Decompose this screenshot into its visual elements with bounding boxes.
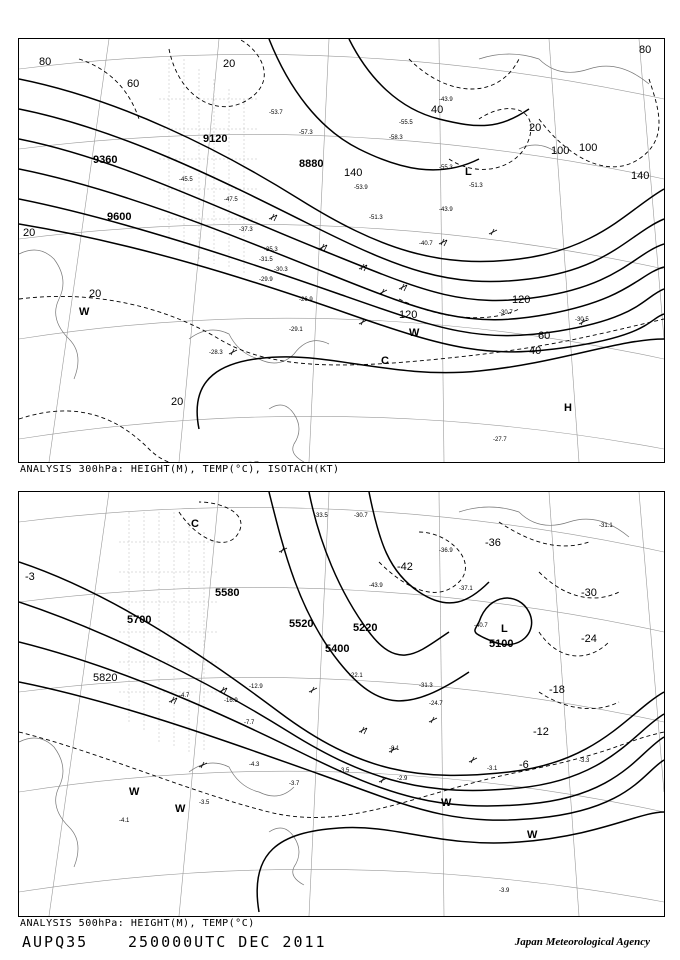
height-label: 5580 bbox=[215, 587, 240, 599]
warm-center: W bbox=[527, 829, 538, 841]
temp-label: -3.1 bbox=[487, 766, 498, 772]
low-center: L bbox=[465, 166, 472, 178]
isotach-label: 140 bbox=[631, 170, 650, 182]
isotach-label: 120 bbox=[399, 309, 418, 321]
isotach-label: 80 bbox=[639, 44, 652, 56]
temp-label: -4.7 bbox=[179, 693, 190, 699]
temp-label: -2.9 bbox=[397, 776, 408, 782]
graticule bbox=[19, 492, 664, 916]
caption-300hpa: ANALYSIS 300hPa: HEIGHT(M), TEMP(°C), ISOTACH(KT) bbox=[20, 464, 340, 475]
temp-label: -3.9 bbox=[499, 888, 510, 894]
caption-500hpa: ANALYSIS 500hPa: HEIGHT(M), TEMP(°C) bbox=[20, 918, 255, 929]
coastline bbox=[19, 507, 629, 885]
temp-label: -3.5 bbox=[339, 768, 350, 774]
map-panel-500hpa bbox=[18, 491, 665, 917]
temp-label: -31.1 bbox=[599, 523, 613, 529]
isotach-label: 20 bbox=[529, 122, 542, 134]
temp-label: -31.5 bbox=[259, 257, 273, 263]
height-contours bbox=[19, 492, 664, 912]
graticule bbox=[19, 39, 664, 462]
temp-label: -3.3 bbox=[579, 758, 590, 764]
isotach-label: 80 bbox=[39, 56, 52, 68]
temp-label: -51.3 bbox=[469, 183, 483, 189]
temp-label: -3.5 bbox=[199, 800, 210, 806]
low-center: L bbox=[501, 623, 508, 635]
temp-label: -58.3 bbox=[389, 135, 403, 141]
temp-label: -4.1 bbox=[119, 818, 130, 824]
height-label: 5700 bbox=[127, 614, 152, 626]
warm-center: W bbox=[129, 786, 140, 798]
temp-contour-label: -24 bbox=[581, 633, 597, 645]
temp-label: -30.5 bbox=[575, 317, 589, 323]
temp-label: -3.7 bbox=[289, 781, 300, 787]
height-label: 5220 bbox=[353, 622, 378, 634]
isotach-label: 120 bbox=[512, 294, 531, 306]
warm-center: W bbox=[79, 306, 90, 318]
temp-contour-label: -36 bbox=[485, 537, 501, 549]
temp-contour-label: -42 bbox=[397, 561, 413, 573]
warm-center: W bbox=[409, 327, 420, 339]
temp-contour-label: -18 bbox=[549, 684, 565, 696]
map-300hpa-svg bbox=[19, 39, 664, 462]
isotach-label: 20 bbox=[171, 396, 184, 408]
map-panel-300hpa bbox=[18, 38, 665, 463]
height-label: 9600 bbox=[107, 211, 132, 223]
isotach-label: 100 bbox=[551, 145, 570, 157]
temp-label: -47.5 bbox=[224, 197, 238, 203]
temp-label: -33.5 bbox=[314, 513, 328, 519]
temp-label: -40.7 bbox=[419, 241, 433, 247]
wind-barbs bbox=[169, 547, 477, 783]
warm-center: W bbox=[175, 803, 186, 815]
height-label: 8880 bbox=[299, 158, 324, 170]
temp-label: -26.9 bbox=[299, 297, 313, 303]
temp-label: -45.5 bbox=[179, 177, 193, 183]
isotach-label: 60 bbox=[538, 330, 551, 342]
height-label: 9360 bbox=[93, 154, 118, 166]
isotach-label: 20 bbox=[223, 58, 236, 70]
temp-label: -35.3 bbox=[264, 247, 278, 253]
temp-contour-label: -30 bbox=[581, 587, 597, 599]
temp-label: -12.9 bbox=[249, 684, 263, 690]
high-center: H bbox=[564, 402, 572, 414]
temp-label: -8.1 bbox=[389, 746, 400, 752]
height-label: 5400 bbox=[325, 643, 350, 655]
temp-label: -28.3 bbox=[209, 350, 223, 356]
temp-label: -30.7 bbox=[499, 310, 513, 316]
temp-label: -37.1 bbox=[459, 586, 473, 592]
temp-contour-label: -6 bbox=[519, 759, 529, 771]
warm-center: W bbox=[441, 797, 452, 809]
temp-label: -24.7 bbox=[429, 701, 443, 707]
temp-label: -55.5 bbox=[399, 120, 413, 126]
height-contours bbox=[19, 39, 664, 429]
temp-label: -7.7 bbox=[244, 720, 255, 726]
cold-center: C bbox=[381, 355, 389, 367]
temp-label: -40.7 bbox=[474, 623, 488, 629]
hatch-region bbox=[119, 512, 219, 752]
map-500hpa-svg bbox=[19, 492, 664, 916]
cold-center: C bbox=[191, 518, 199, 530]
temp-label: -29.1 bbox=[289, 327, 303, 333]
temp-label: -36.9 bbox=[439, 548, 453, 554]
height-label: 9120 bbox=[203, 133, 228, 145]
isotach-label: 40 bbox=[529, 345, 542, 357]
temp-label: -57.3 bbox=[299, 130, 313, 136]
temp-label: -30.3 bbox=[274, 267, 288, 273]
height-label: 5820 bbox=[93, 672, 118, 684]
isotach-label: 60 bbox=[127, 78, 140, 90]
temp-label: -30.7 bbox=[354, 513, 368, 519]
temp-label: -29.9 bbox=[259, 277, 273, 283]
temp-label: -43.9 bbox=[439, 97, 453, 103]
temp-label: -53.7 bbox=[269, 110, 283, 116]
temp-contour-label: -3 bbox=[25, 571, 35, 583]
chart-code: AUPQ35 bbox=[22, 933, 89, 951]
temp-label: -51.3 bbox=[369, 215, 383, 221]
chart-valid-time: 250000UTC DEC 2011 bbox=[128, 933, 327, 951]
temp-label: -27.7 bbox=[493, 437, 507, 443]
temp-contour-label: -12 bbox=[533, 726, 549, 738]
isotach-label: 100 bbox=[579, 142, 598, 154]
height-label: 5520 bbox=[289, 618, 314, 630]
isotach-label: 20 bbox=[89, 288, 102, 300]
temp-label: -43.9 bbox=[439, 207, 453, 213]
isotach-label: 140 bbox=[344, 167, 363, 179]
temp-label: -4.3 bbox=[249, 762, 260, 768]
isotach-label: 20 bbox=[23, 227, 36, 239]
temp-label: -53.9 bbox=[354, 185, 368, 191]
temp-label: -43.9 bbox=[369, 583, 383, 589]
temp-label: -37.3 bbox=[239, 227, 253, 233]
temp-label: -16.9 bbox=[224, 698, 238, 704]
height-label: 5100 bbox=[489, 638, 514, 650]
temp-label: -55.3 bbox=[439, 165, 453, 171]
temp-label: -22.1 bbox=[349, 673, 363, 679]
agency-name: Japan Meteorological Agency bbox=[514, 936, 650, 948]
temp-label: -31.3 bbox=[419, 683, 433, 689]
isotach-label: 40 bbox=[431, 104, 444, 116]
